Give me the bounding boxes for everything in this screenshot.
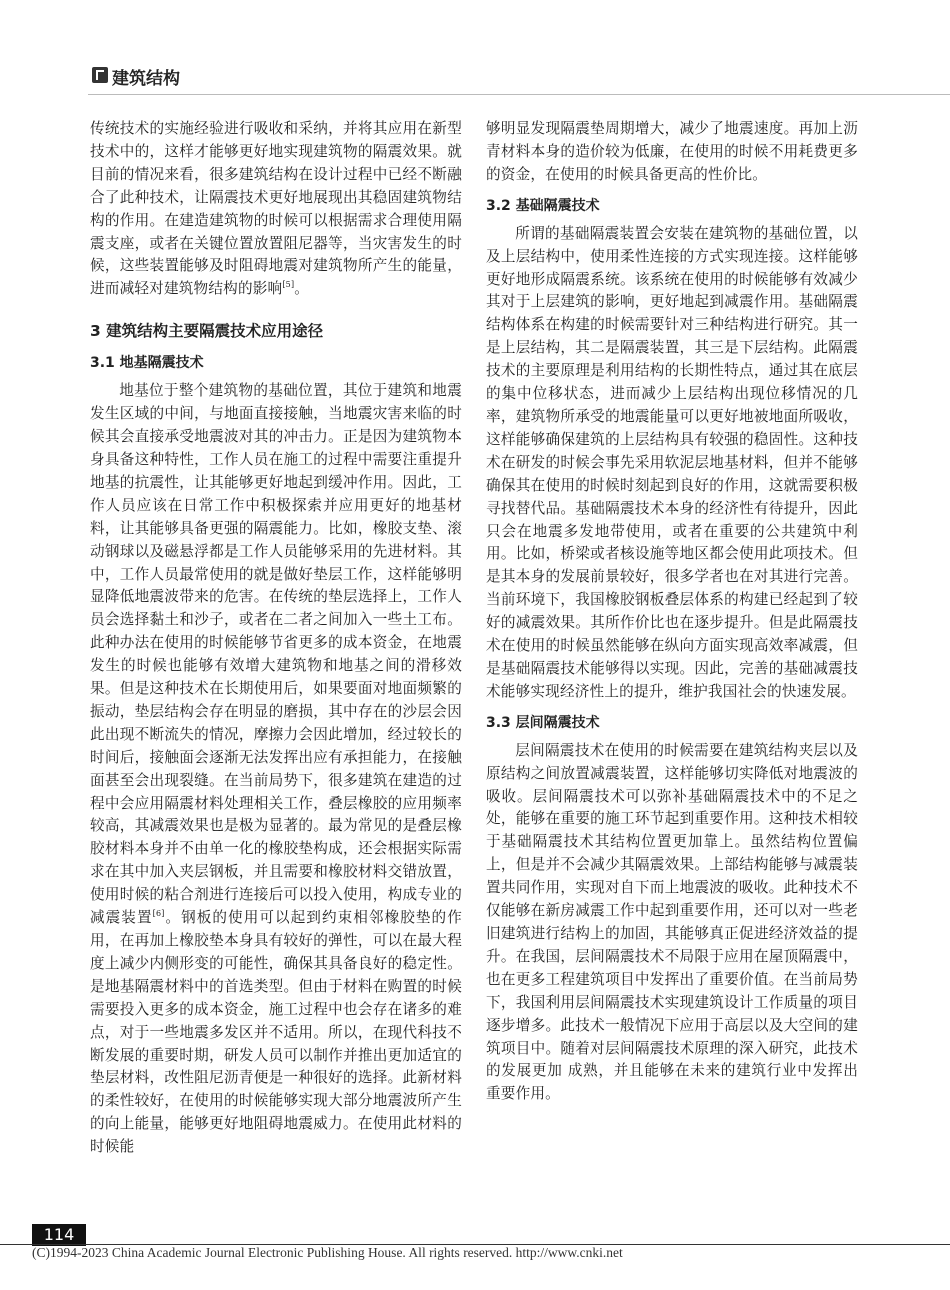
journal-logo-icon	[92, 67, 108, 83]
citation-ref-5[interactable]: [5]	[282, 280, 295, 290]
paragraph-continuation-right: 够明显发现隔震垫周期增大，减少了地震速度。再加上沥青材料本身的造价较为低廉，在使用的时候不用耗费更多的资金，在使用的时候具备更高的性价比。	[486, 120, 858, 183]
paragraph-foundation-isolation: 地基位于整个建筑物的基础位置，其位于建筑和地震发生区域的中间，与地面直接接触，当地震灾害来临的时候其会直接承受地震波对其的冲击力。正是因为建筑物本身具备这种特性，工作人员在施工的过程中需要注重提升地基的抗震性，让其能够更好地起到缓冲作用。因此，工作人员应该在日常工作中积极探索并应用更好的地基材料，让其能够具备更强的隔震能力。比如，橡胶支垫、滚动钢球以及磁悬浮都是工作人员能够采用的先进材料。其中，工作人员最常使用的就是做好垫层工作，这样能够明显降低地震波带来的危害。在传统的垫层选择上，工作人员会选择黏土和沙子，或者在二者之间加入一些土工布。此种办法在使用的时候能够节省更多的成本资金，在地震发生的时候也能够有效增大建筑物和地基之间的滑移效果。但是这种技术在长期使用后，如果要面对地面频繁的振动，垫层结构会存在明显的磨损，其中存在的沙层会因此出现不断流失的情况，摩擦力会因此增加，经过较长的时间后，接触面会逐渐无法发挥出应有承担能力，在接触面甚至会出现裂缝。在当前局势下，很多建筑在建造的过程中会应用隔震材料处理相关工作，叠层橡胶的应用频率较高，其减震效果也是极为显著的。最为常见的是叠层橡胶材料本身并不由单一化的橡胶垫构成，还会根据实际需求在其中加入夹层钢板，并且需要和橡胶材料交错放置，使用时候的粘合剂进行连接后可以投入使用，构成专业的减震装置[6]。钢板的使用可以起到约束相邻橡胶垫的作用，在再加上橡胶垫本身具有较好的弹性，可以在最大程度上减少内侧形变的可能性，确保其具备良好的稳定性。是地基隔震材料中的首选类型。但由于材料在购置的时候需要投入更多的成本资金，施工过程中也会存在诸多的难点，对于一些地震多发区并不适用。所以，在现代科技不断发展的重要时期，研发人员可以制作并推出更加适宜的垫层材料，改性阻尼沥青便是一种很好的选择。此新材料的柔性较好，在使用的时候能够实现大部分地震波所产生的向上能量，能够更好地阻碍地震威力。在使用此材料的时候能	[90, 382, 462, 1156]
paragraph-base-isolation: 所谓的基础隔震装置会安装在建筑物的基础位置，以及上层结构中，使用柔性连接的方式实现连接。这样能够更好地形成隔震系统。该系统在使用的时候能够有效减少其对于上层建筑的影响，更好地起到减震作用。基础隔震结构体系在构建的时候需要针对三种结构进行研究。其一是上层结构，其二是隔震装置，其三是下层结构。此隔震技术的主要原理是利用结构的长期性特点，通过其在底层的集中位移状态，进而减少上层结构出现位移情况的几率，建筑物所承受的地震能量可以更好地被地面所吸收，这样能够确保建筑的上层结构具有较强的稳固性。这种技术在研发的时候会事先采用软泥层地基材料，但并不能够确保其在使用的时候时刻起到良好的作用，这就需要积极寻找替代品。基础隔震技术本身的经济性有待提升，因此只会在地震多发地带使用，或者在重要的公共建筑中利用。比如，桥梁或者核设施等地区都会使用此项技术。但是其本身的发展前景较好，很多学者也在对其进行完善。当前环境下，我国橡胶钢板叠层体系的构建已经起到了较好的减震效果。其所作价比也在逐步提升。但是此隔震技术在使用的时候虽然能够在纵向方面实现高效率减震，但是基础隔震技术能够得以实现。因此，完善的基础减震技术能够实现经济性上的提升，维护我国社会的快速发展。	[486, 224, 858, 700]
page-header	[88, 62, 950, 102]
citation-ref-6[interactable]: [6]	[152, 909, 165, 919]
page-number: 114	[32, 1224, 86, 1246]
subsection-3-1-title: 3.1 地基隔震技术	[90, 355, 204, 372]
subsection-3-3-title: 3.3 层间隔震技术	[486, 714, 600, 731]
left-column	[90, 118, 462, 1159]
copyright-notice: (C)1994-2023 China Academic Journal Electronic Publishing House. All rights reserved. http://www.cnki.net	[32, 1245, 623, 1260]
paragraph-interstory-isolation: 层间隔震技术在使用的时候需要在建筑结构夹层以及原结构之间放置减震装置，这样能够切实降低对地震波的吸收。层间隔震技术可以弥补基础隔震技术中的不足之处，能够在重要的施工环节起到重要作用。这种技术相较于基础隔震技术其结构位置更加靠上。虽然结构位置偏上，但是并不会减少其隔震效果。上部结构能够与减震装置共同作用，实现对自下而上地震波的吸收。此种技术不仅能够在新房减震工作中起到重要作用，还可以对一些老旧建筑进行结构上的加固，其能够真正促进经济效益的提升。在我国，层间隔震技术不局限于应用在屋顶隔震中，也在更多工程建筑项目中发挥出了重要价值。在当前局势下，我国利用层间隔震技术实现建筑设计工作质量的项目逐步增多。此技术一般情况下应用于高层以及大空间的建筑项目中。随着对层间隔震技术原理的深入研究，此技术的发展更加 成熟，并且能够在未来的建筑行业中发挥出重要作用。	[486, 741, 858, 1103]
subsection-3-2-title: 3.2 基础隔震技术	[486, 197, 600, 214]
header-divider	[88, 94, 950, 95]
section-3-title: 3 建筑结构主要隔震技术应用途径	[90, 322, 324, 341]
right-column	[486, 118, 858, 1106]
journal-name: 建筑结构	[112, 69, 180, 89]
paragraph-continuation: 传统技术的实施经验进行吸收和采纳，并将其应用在新型技术中的，这样才能够更好地实现建筑物的隔震效果。就目前的情况来看，很多建筑结构在设计过程中已经不断融合了此种技术，让隔震技术更好地展现出其稳固建筑物结构的作用。在建造建筑物的时候可以根据需求合理使用隔震支座，或者在关键位置放置阻尼器等，当灾害发生的时候，这些装置能够及时阻碍地震对建筑物所产生的能量，进而减轻对建筑物结构的影响[5]。	[90, 120, 462, 298]
